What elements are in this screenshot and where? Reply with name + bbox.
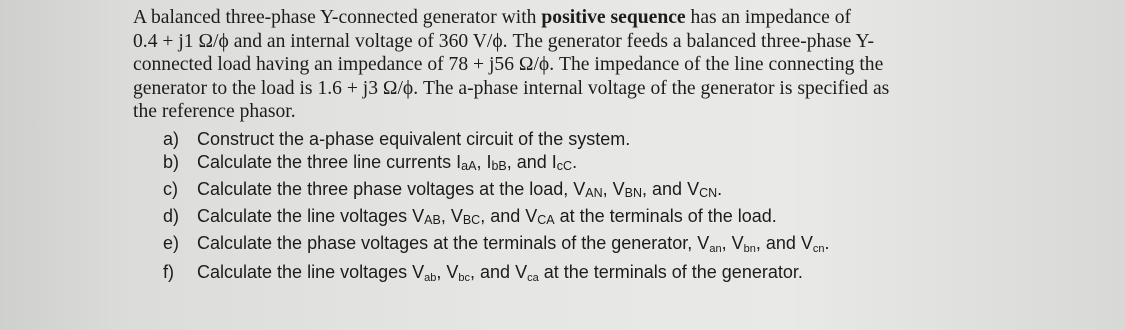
question-d-text [197,205,777,232]
subscript-bc: bc [458,271,471,284]
positive-sequence-emphasis: positive sequence [541,7,686,28]
question-e-sep1: , V [721,232,744,253]
problem-document [133,6,1108,290]
subscript-bn: bn [743,242,756,255]
question-f-sep2: , and V [470,261,528,282]
question-c [163,178,1108,205]
question-b-text [197,151,577,178]
line-1-tail: has an impedance of [685,7,852,28]
question-a-text: Construct the a-phase equivalent circuit of the system. [197,128,631,149]
problem-line-3: connected load having an impedance of 78 + j56 Ω/ϕ. The impedance of the line connecting the [133,54,884,75]
problem-statement [133,6,1108,124]
problem-line-4: generator to the load is 1.6 + j3 Ω/ϕ. The a-phase internal voltage of the generator is specified as [133,77,890,99]
question-b-end: . [572,151,578,172]
subscript-cC: cC [556,158,573,173]
question-b-label: b) [163,151,180,172]
question-d-label: d) [163,205,180,226]
question-e-end: . [824,232,830,253]
subscript-CN: CN [699,185,718,200]
question-f-sep1: , V [436,261,459,282]
subscript-AB: AB [424,212,441,227]
problem-line-2: 0.4 + j1 Ω/ϕ and an internal voltage of 360 V/ϕ. The generator feeds a balanced three-phase Y- [133,30,875,52]
question-e-sep2: , and V [755,232,813,253]
subscript-bB: bB [491,158,507,173]
question-e-text [197,232,830,261]
subscript-ca: ca [527,271,539,284]
question-c-label: c) [163,178,178,199]
question-d [163,205,1108,232]
question-d-sep1: , V [440,205,463,226]
subscript-cn: cn [812,242,825,255]
subscript-aA: aA [461,158,477,173]
question-list [133,128,1108,290]
question-c-end: . [717,178,723,199]
subscript-BC: BC [462,212,481,227]
subscript-CA: CA [537,212,555,227]
question-d-end: at the terminals of the load. [554,205,777,226]
subscript-BN: BN [624,185,643,200]
question-d-sep2: , and V [480,205,538,226]
question-f-end: at the terminals of the generator. [538,261,803,282]
question-e-lead: Calculate the phase voltages at the terminals of the generator, V [197,232,710,253]
question-c-text [197,178,722,205]
subscript-ab: ab [424,271,437,284]
question-b-sep1: , I [476,151,492,172]
question-c-sep1: , V [602,178,625,199]
question-d-lead: Calculate the line voltages V [197,205,425,226]
question-f [163,261,1108,290]
question-e [163,232,1108,261]
question-f-label: f) [163,261,174,282]
question-b-lead: Calculate the three line currents I [197,151,462,172]
question-a [163,128,1108,151]
subscript-AN: AN [585,185,603,200]
question-c-lead: Calculate the three phase voltages at the load, V [197,178,586,199]
line-1-text: A balanced three-phase Y-connected generator with [133,7,542,28]
question-c-sep2: , and V [642,178,700,199]
subscript-an: an [709,242,722,255]
question-e-label: e) [163,232,180,253]
problem-line-5: the reference phasor. [133,101,296,122]
problem-line-1 [133,7,851,28]
question-f-text [197,261,803,290]
question-a-label: a) [163,128,180,149]
question-b [163,151,1108,178]
question-f-lead: Calculate the line voltages V [197,261,425,282]
question-b-sep2: , and I [506,151,557,172]
